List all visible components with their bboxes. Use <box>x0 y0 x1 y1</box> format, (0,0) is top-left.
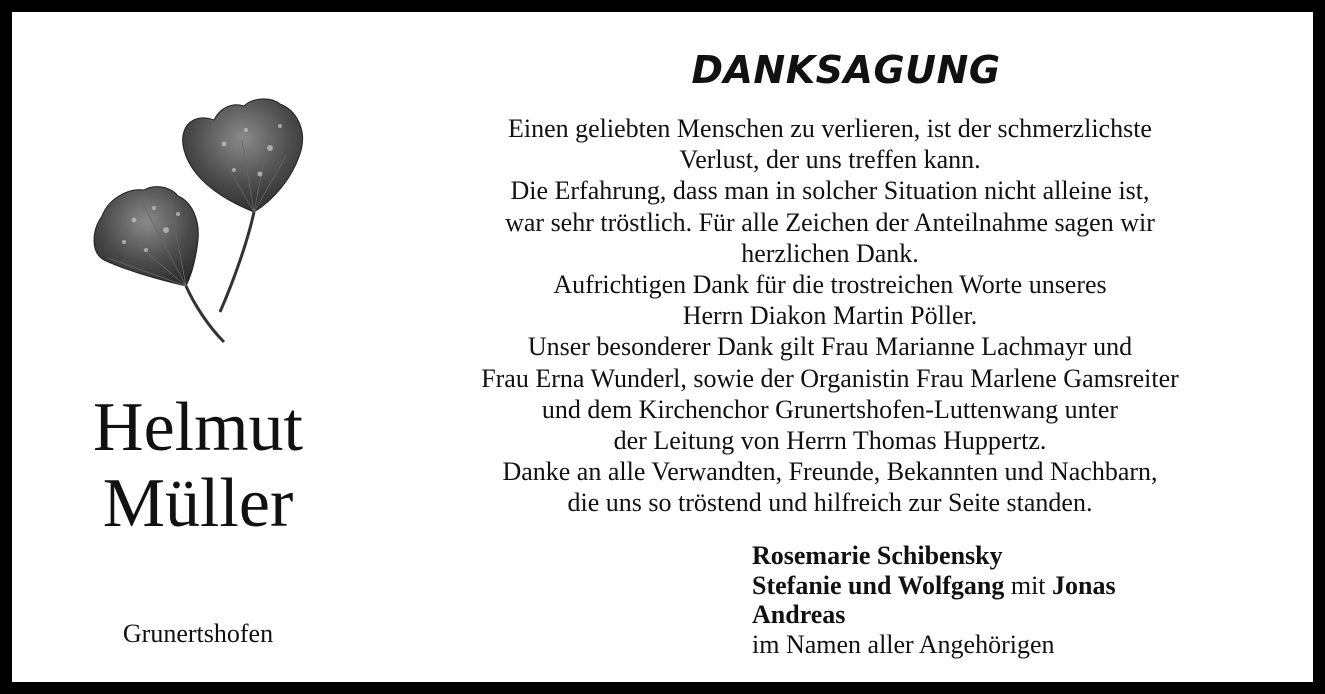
ginkgo-leaves-icon <box>74 90 346 362</box>
body-line: Die Erfahrung, dass man in solcher Situation nicht alleine ist, <box>510 176 1150 206</box>
body-line: Aufrichtigen Dank für die trostreichen Worte unseres <box>553 270 1107 300</box>
signature-closing: im Namen aller Angehörigen <box>752 629 1055 659</box>
body-line: Frau Erna Wunderl, sowie der Organistin Frau Marlene Gamsreiter <box>481 363 1179 393</box>
body-line: und dem Kirchenchor Grunertshofen-Luttenwang unter <box>541 394 1119 424</box>
notice-card <box>12 12 1313 682</box>
signature-name-1: Rosemarie Schibensky <box>752 541 1003 570</box>
body-line: Danke an alle Verwandten, Freunde, Bekannten und Nachbarn, <box>502 457 1158 487</box>
body-line: Einen geliebten Menschen zu verlieren, ist der schmerzlichste <box>508 114 1152 143</box>
body-line: Unser besonderer Dank gilt Frau Marianne Lachmayr und <box>527 332 1133 362</box>
signature-name-3: Jonas <box>1052 570 1116 600</box>
signature-block <box>752 541 1222 659</box>
body-line: der Leitung von Herrn Thomas Huppertz. <box>613 426 1047 456</box>
body-line: war sehr tröstlich. Für alle Zeichen der Anteilnahme sagen wir <box>505 207 1155 237</box>
deceased-first-name: Helmut <box>93 389 303 466</box>
notice-body <box>412 113 1248 519</box>
deceased-place: Grunertshofen <box>122 619 274 648</box>
deceased-last-name: Müller <box>102 465 294 542</box>
body-line: Herrn Diakon Martin Pöller. <box>682 301 978 331</box>
body-line: Verlust, der uns treffen kann. <box>679 145 981 175</box>
deceased-name <box>52 390 344 542</box>
signature-connector: mit <box>1004 570 1053 600</box>
notice-title: DANKSAGUNG <box>691 48 1001 92</box>
body-line: herzlichen Dank. <box>741 238 919 268</box>
body-line: die uns so tröstend und hilfreich zur Seite standen. <box>567 488 1093 518</box>
signature-name-2: Stefanie und Wolfgang <box>752 570 1005 600</box>
signature-name-4: Andreas <box>752 600 846 629</box>
